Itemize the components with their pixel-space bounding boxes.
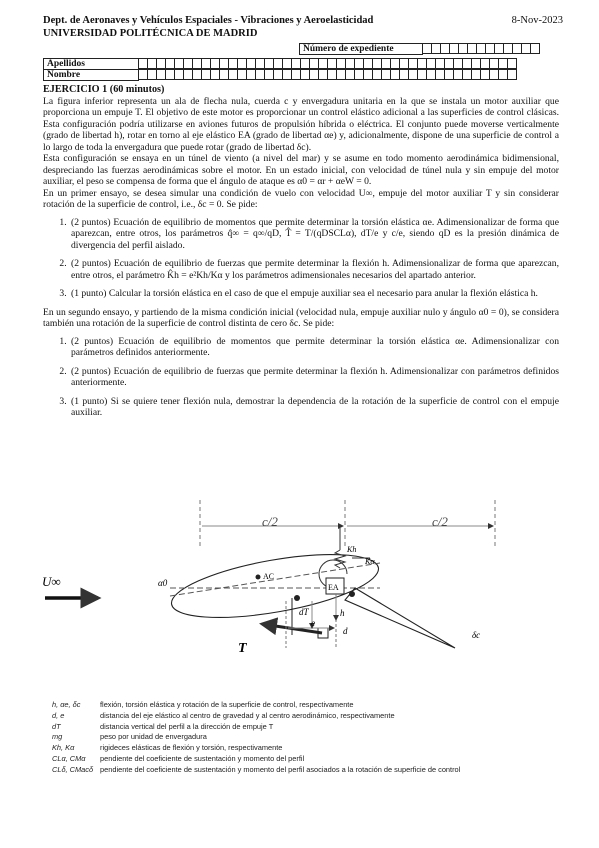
ea-label: EA <box>328 583 339 592</box>
legend-symbol: mg <box>52 732 63 742</box>
legend-text: rigideces elásticas de flexión y torsión, respectivamente <box>100 743 283 753</box>
legend-symbol: d, e <box>52 710 65 720</box>
paragraph-first-test: En un primer ensayo, se desea simular una condición de vuelo con velocidad U∞, empuje del motor auxiliar T y sin considerar rotación de la superficie de control, i.e., δc = 0. Se pide: <box>43 187 559 210</box>
expediente-row <box>299 43 540 55</box>
question-1-2: 2. (2 puntos) Ecuación de equilibrio de fuerzas que permite determinar la flexión h. Adimensionalizar de forma que aparezcan, entre otros, el parámetro K̂h = e²Kh/Kα y los parámetros adimensionales necesarios del apartado anterior. <box>69 258 559 281</box>
exercise-title: EJERCICIO 1 (60 minutos) <box>43 84 165 95</box>
legend-symbol: h, αe, δc <box>52 700 81 709</box>
legend-text: peso por unidad de envergadura <box>100 732 207 742</box>
expediente-cells[interactable] <box>423 43 540 55</box>
legend-row <box>52 711 460 722</box>
legend-symbol: CLα, CMα <box>52 753 86 763</box>
dt-label: dT <box>299 607 309 617</box>
first-test-questions <box>43 217 559 300</box>
legend-symbol: Kh, Kα <box>52 743 75 753</box>
expediente-label: Número de expediente <box>299 43 423 55</box>
paragraph-second-test: En un segundo ensayo, y partiendo de la misma condición inicial (velocidad nula, empuje auxiliar nulo y ángulo α0 = 0), se considera también una rotación de la superficie de control distinta de cero δc. Se pide: <box>43 306 559 329</box>
paragraph-tunnel: Esta configuración se ensaya en un túnel de viento (a nivel del mar) y se asume en todo momento aerodinámica bidimensional, despreciando las fuerzas aerodinámicas sobre el motor. En un estado inicial, con velocidad de túnel nula y sin empuje del motor auxiliar, el peso se compensa de forma que el ángulo de ataque es α0 = αr + αeW = 0. <box>43 153 559 187</box>
legend-row <box>52 700 460 711</box>
legend-text: distancia del eje elástico al centro de gravedad y al centro aerodinámico, respectivamente <box>100 710 395 720</box>
kh-label: Kh <box>347 545 357 554</box>
freestream-label: U∞ <box>42 574 61 589</box>
nombre-row <box>43 69 517 81</box>
university-line: UNIVERSIDAD POLITÉCNICA DE MADRID <box>43 28 258 39</box>
c-half-left-label: c/2 <box>262 514 278 529</box>
hinge-point <box>349 591 355 597</box>
department-line: Dept. de Aeronaves y Vehículos Espaciales - Vibraciones y Aeroelasticidad <box>43 15 374 26</box>
delta-label: δc <box>472 630 481 640</box>
apellidos-label: Apellidos <box>43 58 139 70</box>
symbol-legend <box>52 700 460 776</box>
legend-row <box>52 754 460 765</box>
ac-label: AC <box>263 572 275 581</box>
legend-symbol: CLδ, CMacδ <box>52 764 94 774</box>
c-half-right-label: c/2 <box>432 514 448 529</box>
legend-text: flexión, torsión elástica y rotación de la superficie de control, respectivamente <box>100 700 354 709</box>
legend-row <box>52 743 460 754</box>
control-surface <box>345 588 455 648</box>
airfoil-body <box>167 542 383 630</box>
wing-section-figure <box>0 488 599 688</box>
paragraph-intro: La figura inferior representa un ala de flecha nula, cuerda c y envergadura unitaria en la que se instala un motor auxiliar que proporciona un empuje T. El objetivo de este motor es proporcionar un control elástico adicional a las superficies de control clásicas. Esta configuración podría utilizarse en aviones futuros de propulsión híbrida o eléctrica. El conjunto puede moverse verticalmente (grado de libertad h), rotar en torno al eje elástico EA (grado de libertad αe) y, adicionalmente, dispone de una superficie de control a lo largo de toda la envergadura que puede rotar (grado de libertad δc). <box>43 95 559 153</box>
exam-date: 8-Nov-2023 <box>511 15 563 26</box>
h-label: h <box>340 608 345 618</box>
ac-point <box>256 575 261 580</box>
legend-text: pendiente del coeficiente de sustentación y momento del perfil asociados a la rotación de superficie de control <box>100 764 461 774</box>
question-2-1: 1. (2 puntos) Ecuación de equilibrio de momentos que permite determinar la torsión elástica αe. Adimensionalizar con parámetros definidos anteriormente. <box>69 336 559 359</box>
legend-row <box>52 765 460 776</box>
d-label: d <box>343 626 348 636</box>
question-2-2: 2. (2 puntos) Ecuación de equilibrio de fuerzas que permite determinar la flexión h. Adimensionalizar con parámetros definidos anteriormente. <box>69 366 559 389</box>
question-2-3: 3. (1 punto) Si se quiere tener flexión nula, demostrar la dependencia de la rotación de la superficie de control con el empuje auxiliar. <box>69 396 559 419</box>
e-label: e <box>311 618 315 628</box>
legend-text: distancia vertical del perfil a la dirección de empuje T <box>100 721 274 731</box>
cg-point <box>294 595 300 601</box>
legend-row <box>52 722 460 733</box>
nombre-label: Nombre <box>43 69 139 81</box>
question-1-3: 3. (1 punto) Calcular la torsión elástica en el caso de que el empuje auxiliar sea el necesario para anular la flexión elástica h. <box>69 288 559 300</box>
legend-symbol: dT <box>52 721 61 731</box>
alpha-label: α0 <box>158 578 168 588</box>
exercise-body <box>43 84 559 426</box>
legend-row <box>52 732 460 743</box>
ka-label: Kα <box>365 557 375 566</box>
page-header <box>43 14 563 40</box>
nombre-cells[interactable] <box>139 69 517 81</box>
legend-text: pendiente del coeficiente de sustentación y momento del perfil <box>100 753 305 763</box>
thrust-label: T <box>238 641 247 656</box>
question-1-1: 1. (2 puntos) Ecuación de equilibrio de momentos que permite determinar la torsión elástica αe. Adimensionalizar de forma que aparezcan, entre otros, los parámetros q̂∞ = q∞/qD, T̂ = T/(qDSCLα), dT/e y c/e, siendo qD es la presión dinámica de divergencia del perfil aislado. <box>69 217 559 252</box>
second-test-questions <box>43 336 559 419</box>
